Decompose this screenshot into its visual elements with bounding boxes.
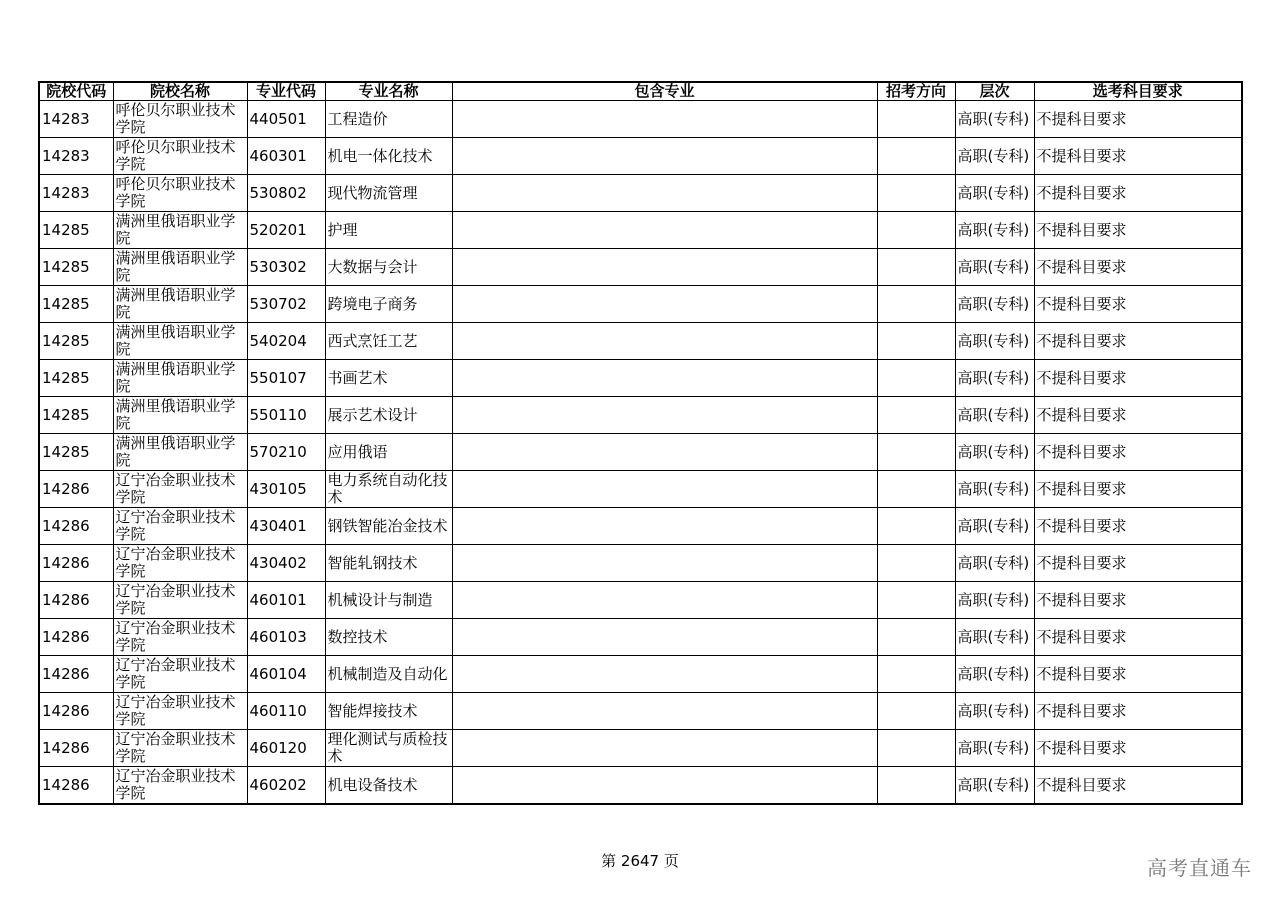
cell-major-name: 智能焊接技术 bbox=[325, 693, 452, 730]
cell-subject-requirement: 不提科目要求 bbox=[1034, 397, 1242, 434]
cell-school-code: 14286 bbox=[39, 693, 113, 730]
table-row bbox=[39, 286, 1242, 323]
table-body bbox=[39, 101, 1242, 805]
cell-subject-requirement: 不提科目要求 bbox=[1034, 656, 1242, 693]
cell-subject-requirement: 不提科目要求 bbox=[1034, 101, 1242, 138]
cell-school-code: 14286 bbox=[39, 656, 113, 693]
cell-included-majors bbox=[452, 508, 877, 545]
table-row bbox=[39, 434, 1242, 471]
cell-level: 高职(专科) bbox=[955, 360, 1034, 397]
cell-major-name: 工程造价 bbox=[325, 101, 452, 138]
cell-major-name: 理化测试与质检技术 bbox=[325, 730, 452, 767]
header-school-name: 院校名称 bbox=[113, 82, 247, 101]
cell-school-name: 辽宁冶金职业技术学院 bbox=[113, 545, 247, 582]
cell-direction bbox=[877, 582, 955, 619]
cell-school-code: 14283 bbox=[39, 175, 113, 212]
cell-included-majors bbox=[452, 434, 877, 471]
cell-level: 高职(专科) bbox=[955, 138, 1034, 175]
cell-level: 高职(专科) bbox=[955, 619, 1034, 656]
cell-major-name: 展示艺术设计 bbox=[325, 397, 452, 434]
table-row bbox=[39, 249, 1242, 286]
header-school-code: 院校代码 bbox=[39, 82, 113, 101]
cell-included-majors bbox=[452, 619, 877, 656]
cell-school-code: 14286 bbox=[39, 730, 113, 767]
cell-school-code: 14283 bbox=[39, 138, 113, 175]
cell-major-name: 机电一体化技术 bbox=[325, 138, 452, 175]
cell-subject-requirement: 不提科目要求 bbox=[1034, 508, 1242, 545]
cell-direction bbox=[877, 693, 955, 730]
cell-included-majors bbox=[452, 545, 877, 582]
watermark-logo: 高考直通车 bbox=[1147, 856, 1252, 880]
cell-school-name: 辽宁冶金职业技术学院 bbox=[113, 508, 247, 545]
cell-included-majors bbox=[452, 693, 877, 730]
cell-school-code: 14283 bbox=[39, 101, 113, 138]
cell-major-code: 570210 bbox=[247, 434, 325, 471]
cell-school-name: 辽宁冶金职业技术学院 bbox=[113, 471, 247, 508]
header-subject-requirement: 选考科目要求 bbox=[1034, 82, 1242, 101]
cell-major-code: 440501 bbox=[247, 101, 325, 138]
table-row bbox=[39, 212, 1242, 249]
table-row bbox=[39, 471, 1242, 508]
cell-direction bbox=[877, 175, 955, 212]
cell-school-name: 满洲里俄语职业学院 bbox=[113, 360, 247, 397]
cell-included-majors bbox=[452, 360, 877, 397]
cell-school-name: 呼伦贝尔职业技术学院 bbox=[113, 175, 247, 212]
table-header bbox=[39, 82, 1242, 101]
header-row bbox=[39, 82, 1242, 101]
cell-school-code: 14286 bbox=[39, 508, 113, 545]
cell-school-name: 辽宁冶金职业技术学院 bbox=[113, 767, 247, 805]
cell-major-name: 机电设备技术 bbox=[325, 767, 452, 805]
cell-major-name: 电力系统自动化技术 bbox=[325, 471, 452, 508]
cell-major-code: 530802 bbox=[247, 175, 325, 212]
cell-major-code: 460110 bbox=[247, 693, 325, 730]
cell-school-name: 辽宁冶金职业技术学院 bbox=[113, 619, 247, 656]
table-row bbox=[39, 323, 1242, 360]
cell-direction bbox=[877, 249, 955, 286]
cell-major-name: 智能轧钢技术 bbox=[325, 545, 452, 582]
cell-included-majors bbox=[452, 212, 877, 249]
cell-major-name: 钢铁智能冶金技术 bbox=[325, 508, 452, 545]
cell-level: 高职(专科) bbox=[955, 175, 1034, 212]
cell-major-name: 护理 bbox=[325, 212, 452, 249]
cell-school-name: 呼伦贝尔职业技术学院 bbox=[113, 138, 247, 175]
cell-level: 高职(专科) bbox=[955, 101, 1034, 138]
cell-level: 高职(专科) bbox=[955, 434, 1034, 471]
cell-level: 高职(专科) bbox=[955, 212, 1034, 249]
cell-direction bbox=[877, 101, 955, 138]
cell-subject-requirement: 不提科目要求 bbox=[1034, 249, 1242, 286]
cell-direction bbox=[877, 508, 955, 545]
cell-major-name: 跨境电子商务 bbox=[325, 286, 452, 323]
table-row bbox=[39, 545, 1242, 582]
cell-major-code: 460301 bbox=[247, 138, 325, 175]
cell-major-code: 430402 bbox=[247, 545, 325, 582]
cell-major-code: 550107 bbox=[247, 360, 325, 397]
cell-level: 高职(专科) bbox=[955, 767, 1034, 805]
cell-school-code: 14286 bbox=[39, 619, 113, 656]
cell-direction bbox=[877, 545, 955, 582]
table-row bbox=[39, 767, 1242, 805]
cell-included-majors bbox=[452, 249, 877, 286]
cell-subject-requirement: 不提科目要求 bbox=[1034, 286, 1242, 323]
header-included-majors: 包含专业 bbox=[452, 82, 877, 101]
cell-direction bbox=[877, 656, 955, 693]
cell-school-name: 辽宁冶金职业技术学院 bbox=[113, 582, 247, 619]
cell-included-majors bbox=[452, 471, 877, 508]
cell-major-name: 数控技术 bbox=[325, 619, 452, 656]
cell-school-code: 14286 bbox=[39, 582, 113, 619]
table-row bbox=[39, 397, 1242, 434]
table-row bbox=[39, 656, 1242, 693]
cell-school-name: 辽宁冶金职业技术学院 bbox=[113, 693, 247, 730]
cell-level: 高职(专科) bbox=[955, 582, 1034, 619]
cell-school-code: 14285 bbox=[39, 360, 113, 397]
table-row bbox=[39, 360, 1242, 397]
cell-major-code: 460103 bbox=[247, 619, 325, 656]
cell-school-name: 满洲里俄语职业学院 bbox=[113, 286, 247, 323]
cell-major-code: 520201 bbox=[247, 212, 325, 249]
cell-subject-requirement: 不提科目要求 bbox=[1034, 730, 1242, 767]
cell-school-name: 呼伦贝尔职业技术学院 bbox=[113, 101, 247, 138]
cell-subject-requirement: 不提科目要求 bbox=[1034, 434, 1242, 471]
cell-included-majors bbox=[452, 286, 877, 323]
cell-included-majors bbox=[452, 656, 877, 693]
cell-major-code: 530302 bbox=[247, 249, 325, 286]
cell-major-name: 西式烹饪工艺 bbox=[325, 323, 452, 360]
cell-school-name: 辽宁冶金职业技术学院 bbox=[113, 656, 247, 693]
cell-direction bbox=[877, 212, 955, 249]
cell-school-name: 辽宁冶金职业技术学院 bbox=[113, 730, 247, 767]
cell-subject-requirement: 不提科目要求 bbox=[1034, 471, 1242, 508]
cell-subject-requirement: 不提科目要求 bbox=[1034, 175, 1242, 212]
table-row bbox=[39, 582, 1242, 619]
cell-included-majors bbox=[452, 101, 877, 138]
cell-major-code: 430401 bbox=[247, 508, 325, 545]
cell-school-name: 满洲里俄语职业学院 bbox=[113, 434, 247, 471]
header-level: 层次 bbox=[955, 82, 1034, 101]
cell-school-code: 14285 bbox=[39, 323, 113, 360]
cell-included-majors bbox=[452, 397, 877, 434]
cell-direction bbox=[877, 471, 955, 508]
cell-direction bbox=[877, 138, 955, 175]
cell-direction bbox=[877, 360, 955, 397]
cell-major-code: 530702 bbox=[247, 286, 325, 323]
cell-school-code: 14285 bbox=[39, 434, 113, 471]
cell-major-code: 460202 bbox=[247, 767, 325, 805]
cell-subject-requirement: 不提科目要求 bbox=[1034, 545, 1242, 582]
cell-subject-requirement: 不提科目要求 bbox=[1034, 138, 1242, 175]
cell-school-code: 14286 bbox=[39, 471, 113, 508]
table-row bbox=[39, 730, 1242, 767]
cell-level: 高职(专科) bbox=[955, 508, 1034, 545]
cell-level: 高职(专科) bbox=[955, 323, 1034, 360]
page-number: 第 2647 页 bbox=[601, 852, 679, 870]
cell-level: 高职(专科) bbox=[955, 471, 1034, 508]
cell-school-name: 满洲里俄语职业学院 bbox=[113, 323, 247, 360]
cell-school-code: 14285 bbox=[39, 249, 113, 286]
header-direction: 招考方向 bbox=[877, 82, 955, 101]
cell-direction bbox=[877, 286, 955, 323]
cell-included-majors bbox=[452, 730, 877, 767]
cell-major-name: 应用俄语 bbox=[325, 434, 452, 471]
cell-school-code: 14286 bbox=[39, 767, 113, 805]
cell-school-code: 14285 bbox=[39, 212, 113, 249]
cell-level: 高职(专科) bbox=[955, 249, 1034, 286]
cell-major-name: 机械设计与制造 bbox=[325, 582, 452, 619]
cell-direction bbox=[877, 619, 955, 656]
header-major-code: 专业代码 bbox=[247, 82, 325, 101]
cell-major-code: 550110 bbox=[247, 397, 325, 434]
cell-subject-requirement: 不提科目要求 bbox=[1034, 360, 1242, 397]
cell-school-name: 满洲里俄语职业学院 bbox=[113, 212, 247, 249]
table-row bbox=[39, 101, 1242, 138]
cell-major-name: 书画艺术 bbox=[325, 360, 452, 397]
cell-direction bbox=[877, 434, 955, 471]
cell-subject-requirement: 不提科目要求 bbox=[1034, 767, 1242, 805]
cell-major-code: 460120 bbox=[247, 730, 325, 767]
admissions-table bbox=[38, 81, 1243, 805]
cell-level: 高职(专科) bbox=[955, 545, 1034, 582]
cell-included-majors bbox=[452, 138, 877, 175]
cell-school-name: 满洲里俄语职业学院 bbox=[113, 249, 247, 286]
cell-level: 高职(专科) bbox=[955, 286, 1034, 323]
cell-direction bbox=[877, 730, 955, 767]
cell-level: 高职(专科) bbox=[955, 397, 1034, 434]
cell-level: 高职(专科) bbox=[955, 730, 1034, 767]
cell-included-majors bbox=[452, 767, 877, 805]
table-row bbox=[39, 175, 1242, 212]
cell-major-code: 430105 bbox=[247, 471, 325, 508]
cell-major-code: 460101 bbox=[247, 582, 325, 619]
cell-subject-requirement: 不提科目要求 bbox=[1034, 693, 1242, 730]
cell-subject-requirement: 不提科目要求 bbox=[1034, 582, 1242, 619]
cell-included-majors bbox=[452, 323, 877, 360]
cell-major-name: 大数据与会计 bbox=[325, 249, 452, 286]
cell-subject-requirement: 不提科目要求 bbox=[1034, 323, 1242, 360]
table-row bbox=[39, 138, 1242, 175]
cell-major-name: 现代物流管理 bbox=[325, 175, 452, 212]
cell-direction bbox=[877, 767, 955, 805]
cell-school-code: 14285 bbox=[39, 397, 113, 434]
cell-level: 高职(专科) bbox=[955, 693, 1034, 730]
cell-included-majors bbox=[452, 175, 877, 212]
cell-major-code: 540204 bbox=[247, 323, 325, 360]
cell-school-code: 14286 bbox=[39, 545, 113, 582]
cell-direction bbox=[877, 323, 955, 360]
cell-level: 高职(专科) bbox=[955, 656, 1034, 693]
cell-major-name: 机械制造及自动化 bbox=[325, 656, 452, 693]
cell-direction bbox=[877, 397, 955, 434]
cell-subject-requirement: 不提科目要求 bbox=[1034, 212, 1242, 249]
table-row bbox=[39, 508, 1242, 545]
table-row bbox=[39, 693, 1242, 730]
cell-school-code: 14285 bbox=[39, 286, 113, 323]
cell-subject-requirement: 不提科目要求 bbox=[1034, 619, 1242, 656]
header-major-name: 专业名称 bbox=[325, 82, 452, 101]
cell-major-code: 460104 bbox=[247, 656, 325, 693]
table-row bbox=[39, 619, 1242, 656]
cell-included-majors bbox=[452, 582, 877, 619]
cell-school-name: 满洲里俄语职业学院 bbox=[113, 397, 247, 434]
